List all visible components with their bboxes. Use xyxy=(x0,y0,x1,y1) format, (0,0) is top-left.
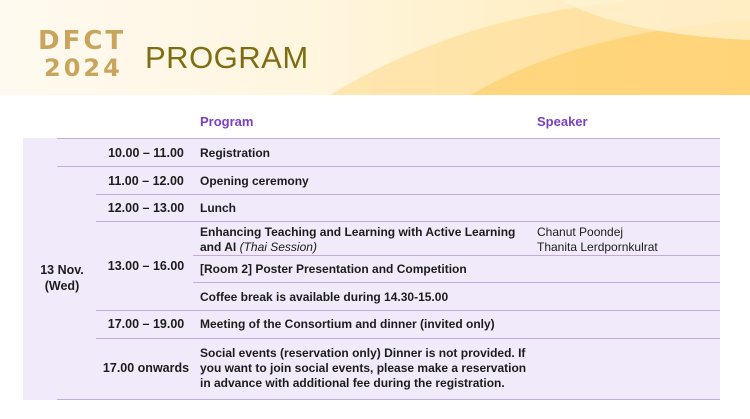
program-cell: Registration xyxy=(200,146,271,160)
row-divider xyxy=(193,282,720,283)
row-divider xyxy=(57,166,720,167)
speaker-name: Chanut Poondej xyxy=(537,225,624,239)
row-divider xyxy=(96,310,720,311)
page-title: PROGRAM xyxy=(145,40,309,75)
row-divider xyxy=(193,255,720,256)
row-divider xyxy=(57,399,720,400)
speaker-name: Thanita Lerdpornkulrat xyxy=(537,240,658,254)
row-divider xyxy=(96,194,720,195)
logo-text-top: DFCT xyxy=(38,26,127,56)
time-cell: 17.00 onwards xyxy=(102,361,190,375)
dfct-logo xyxy=(38,26,127,82)
program-main-text: Enhancing Teaching and Learning with Active Learning and AI xyxy=(200,225,516,254)
column-header-program: Program xyxy=(200,114,254,129)
row-divider xyxy=(57,138,720,139)
column-header-speaker: Speaker xyxy=(537,114,588,129)
time-cell: 12.00 – 13.00 xyxy=(107,201,185,215)
program-cell: Lunch xyxy=(200,201,236,215)
time-cell: 13.00 – 16.00 xyxy=(107,259,185,273)
program-cell: Opening ceremony xyxy=(200,174,309,188)
date-weekday: (Wed) xyxy=(44,279,80,293)
program-cell: Coffee break is available during 14.30-15.00 xyxy=(200,290,449,304)
program-cell: Social events (reservation only) Dinner is not provided. If you want to join social events, please make a reservation in advance with additional fee during the registration. xyxy=(200,346,527,390)
row-divider xyxy=(96,338,720,339)
program-note: (Thai Session) xyxy=(239,240,317,254)
program-cell: Meeting of the Consortium and dinner (invited only) xyxy=(200,317,495,331)
time-cell: 17.00 – 19.00 xyxy=(107,317,185,331)
time-cell: 11.00 – 12.00 xyxy=(108,174,184,188)
program-cell: [Room 2] Poster Presentation and Competition xyxy=(200,262,467,276)
row-divider xyxy=(96,221,720,222)
header-banner xyxy=(0,0,750,95)
logo-text-bottom: 2024 xyxy=(44,54,123,82)
date-day: 13 Nov. xyxy=(40,263,84,277)
date-cell xyxy=(30,262,94,294)
time-cell: 10.00 – 11.00 xyxy=(108,146,184,160)
program-cell xyxy=(200,225,536,255)
